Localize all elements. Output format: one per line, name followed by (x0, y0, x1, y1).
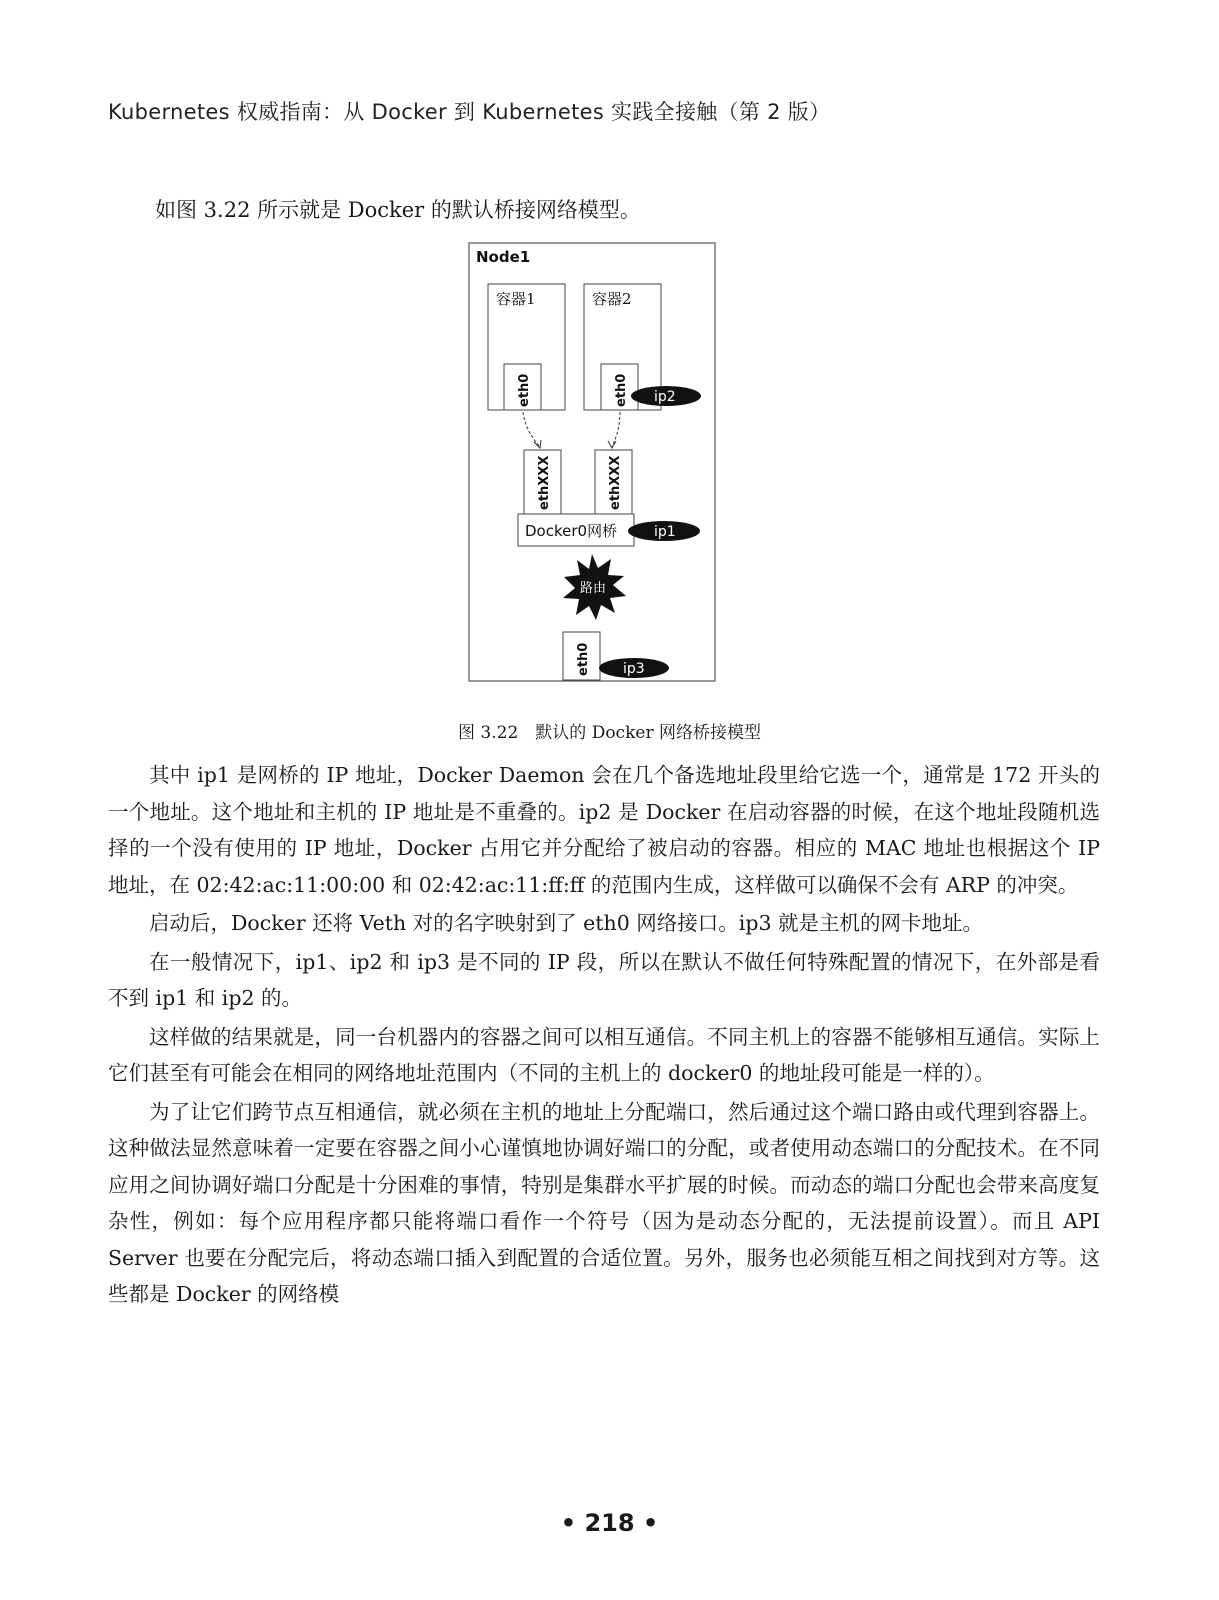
ip2-label: ip2 (654, 389, 676, 405)
paragraph: 其中 ip1 是网桥的 IP 地址，Docker Daemon 会在几个备选地址段里给它选一个，通常是 172 开头的一个地址。这个地址和主机的 IP 地址是不重叠的。ip2 是 Docker 在启动容器的时候，在这个地址段随机选择的一个没有使用的 IP 地址，Docker 占用它并分配给了被启动的容器。相应的 MAC 地址也根据这个 IP 地址，在 02:42:ac:11:00:00 和 02:42:ac:11:ff:ff 的范围内生成，这样做可以确保不会有 ARP 的冲突。 (108, 763, 1100, 897)
container2-eth0-label: eth0 (614, 373, 629, 407)
node-label: Node1 (476, 248, 531, 266)
paragraph: 为了让它们跨节点互相通信，就必须在主机的地址上分配端口，然后通过这个端口路由或代理到容器上。这种做法显然意味着一定要在容器之间小心谨慎地协调好端口的分配，或者使用动态端口的分配技术。在不同应用之间协调好端口分配是十分困难的事情，特别是集群水平扩展的时候。而动态的端口分配也会带来高度复杂性，例如：每个应用程序都只能将端口看作一个符号（因为是动态分配的，无法提前设置）。而且 API Server 也要在分配完后，将动态端口插入到配置的合适位置。另外，服务也必须能互相之间找到对方等。这些都是 Docker 的网络模 (108, 1099, 1100, 1306)
paragraph: 在一般情况下，ip1、ip2 和 ip3 是不同的 IP 段，所以在默认不做任何特殊配置的情况下，在外部是看不到 ip1 和 ip2 的。 (108, 949, 1100, 1010)
container1-eth0-label: eth0 (517, 373, 532, 407)
ip1-label: ip1 (654, 524, 676, 540)
node-frame (469, 243, 715, 681)
veth1-label: ethXXX (537, 455, 552, 510)
paragraph: 启动后，Docker 还将 Veth 对的名字映射到了 eth0 网络接口。ip3 就是主机的网卡地址。 (149, 911, 984, 935)
docker0-bridge-label: Docker0网桥 (525, 522, 618, 540)
paragraph: 这样做的结果就是，同一台机器内的容器之间可以相互通信。不同主机上的容器不能够相互通信。实际上它们甚至有可能会在相同的网络地址范围内（不同的主机上的 docker0 的地址段可能是一样的）。 (108, 1024, 1100, 1085)
veth2-label: ethXXX (608, 455, 623, 510)
body-text (108, 757, 1100, 1315)
veth1-link (523, 412, 540, 447)
container2-label: 容器2 (592, 290, 632, 308)
running-header: Kubernetes 权威指南：从 Docker 到 Kubernetes 实践全接触（第 2 版） (108, 100, 831, 124)
router-label: 路由 (580, 581, 607, 596)
figure-caption: 图 3.22 默认的 Docker 网络桥接模型 (458, 723, 761, 743)
intro-sentence: 如图 3.22 所示就是 Docker 的默认桥接网络模型。 (155, 198, 641, 222)
docker-bridge-figure (468, 242, 720, 694)
container1-label: 容器1 (496, 290, 536, 308)
ip3-label: ip3 (623, 661, 645, 677)
page-number: • 218 • (560, 1509, 659, 1537)
host-eth0-label: eth0 (576, 642, 591, 676)
